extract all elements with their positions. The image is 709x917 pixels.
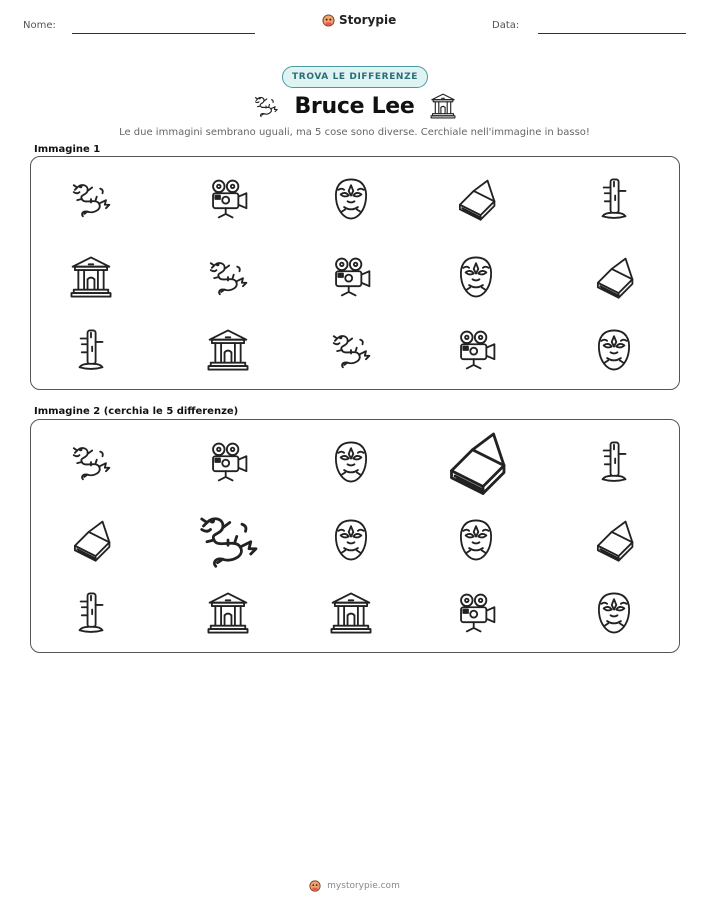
date-label: Data: — [492, 20, 520, 31]
image2-label: Immagine 2 (cerchia le 5 differenze) — [34, 406, 239, 417]
dragon-icon — [252, 92, 280, 120]
temple-icon[interactable] — [328, 590, 374, 636]
brand-name: Storypie — [339, 13, 397, 27]
book-icon[interactable] — [453, 176, 499, 222]
footer — [0, 880, 709, 892]
wing-chun-dummy-icon[interactable] — [591, 176, 637, 222]
date-line[interactable] — [538, 33, 686, 34]
image1-panel[interactable] — [30, 156, 680, 390]
image2-panel[interactable] — [30, 419, 680, 653]
dragon-icon[interactable] — [68, 439, 114, 485]
book-icon-large[interactable] — [441, 427, 511, 497]
film-camera-icon[interactable] — [453, 590, 499, 636]
name-line[interactable] — [72, 33, 255, 34]
opera-mask-icon[interactable] — [591, 327, 637, 373]
brand-logo — [322, 13, 396, 27]
film-camera-icon[interactable] — [453, 327, 499, 373]
instructions: Le due immagini sembrano uguali, ma 5 cose sono diverse. Cerchiale nell'immagine in basso! — [119, 127, 590, 138]
storypie-mascot-icon — [309, 880, 321, 892]
opera-mask-icon[interactable] — [328, 439, 374, 485]
dragon-icon[interactable] — [328, 327, 374, 373]
temple-icon[interactable] — [205, 590, 251, 636]
footer-url: mystorypie.com — [327, 881, 400, 891]
image1-label: Immagine 1 — [34, 144, 101, 155]
temple-icon — [429, 92, 457, 120]
dragon-icon[interactable] — [205, 254, 251, 300]
temple-icon[interactable] — [205, 327, 251, 373]
name-label: Nome: — [23, 20, 56, 31]
dragon-icon-large[interactable] — [193, 505, 263, 575]
book-icon[interactable] — [591, 517, 637, 563]
activity-badge: TROVA LE DIFFERENZE — [282, 66, 428, 88]
wing-chun-dummy-icon[interactable] — [591, 439, 637, 485]
film-camera-icon[interactable] — [205, 439, 251, 485]
opera-mask-icon[interactable] — [453, 517, 499, 563]
wing-chun-dummy-icon[interactable] — [68, 327, 114, 373]
temple-icon[interactable] — [68, 254, 114, 300]
page-title: Bruce Lee — [294, 93, 415, 119]
dragon-icon[interactable] — [68, 176, 114, 222]
opera-mask-icon[interactable] — [591, 590, 637, 636]
wing-chun-dummy-icon[interactable] — [68, 590, 114, 636]
film-camera-icon[interactable] — [205, 176, 251, 222]
book-icon[interactable] — [68, 517, 114, 563]
opera-mask-icon[interactable] — [328, 517, 374, 563]
film-camera-icon[interactable] — [328, 254, 374, 300]
book-icon[interactable] — [591, 254, 637, 300]
opera-mask-icon[interactable] — [328, 176, 374, 222]
storypie-mascot-icon — [322, 14, 335, 27]
opera-mask-icon[interactable] — [453, 254, 499, 300]
